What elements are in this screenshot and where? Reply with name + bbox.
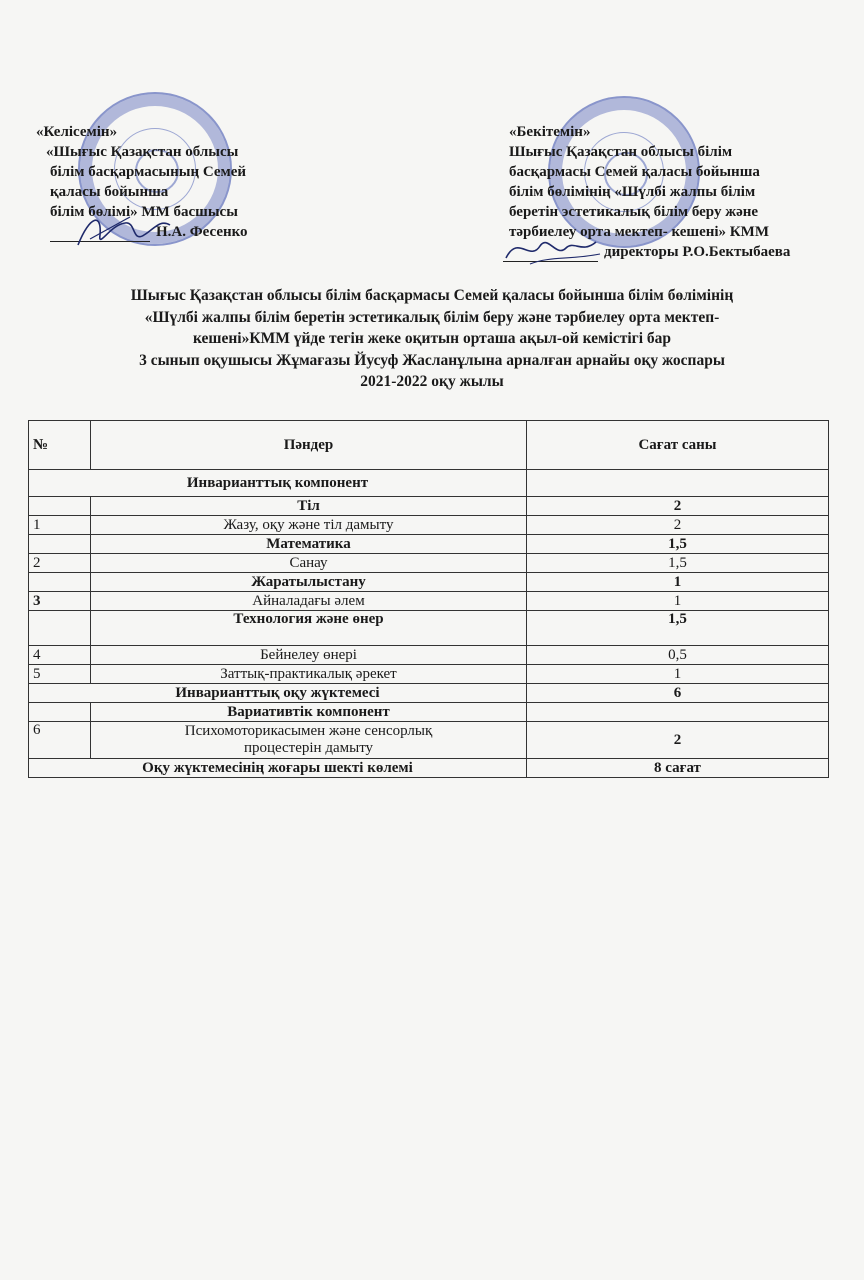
header-hours: Сағат саны: [527, 421, 829, 470]
approval-right-line: басқармасы Семей қаласы бойынша: [509, 164, 760, 180]
subject-cell: Санау: [91, 554, 527, 573]
table-row: [29, 535, 829, 554]
table-row: [29, 722, 829, 759]
approval-block-left: [36, 122, 248, 242]
approval-right-signature-line: [503, 242, 790, 262]
approval-block-right: [503, 122, 790, 262]
hours-cell: 0,5: [527, 646, 829, 665]
empty-cell: [29, 611, 91, 646]
hours-cell: 1,5: [527, 611, 829, 646]
title-line: «Шүлбі жалпы білім беретін эстетикалық білім беру және тәрбиелеу орта мектеп-: [144, 308, 720, 326]
hours-cell: 1,5: [527, 554, 829, 573]
hours-cell: 1: [527, 665, 829, 684]
invariant-component-title: Инварианттық компонент: [29, 470, 527, 497]
subject-group: Жаратылыстану: [91, 573, 527, 592]
empty-cell: [29, 703, 91, 722]
approval-right-line: Шығыс Қазақстан облысы білім: [509, 144, 733, 160]
table-row: [29, 497, 829, 516]
title-line: Шығыс Қазақстан облысы білім басқармасы Семей қаласы бойынша білім бөлімінің: [130, 287, 734, 304]
subject-group: Математика: [91, 535, 527, 554]
approval-right-line: «Бекітемін»: [509, 124, 591, 140]
title-line: кешені»КММ үйде тегін жеке оқитын орташа ақыл-ой кемістігі бар: [192, 330, 672, 347]
table-header-row: [29, 421, 829, 470]
curriculum-table: [28, 420, 829, 778]
row-number: 6: [29, 722, 91, 759]
table-row: [29, 592, 829, 611]
document-title: [40, 285, 824, 393]
invariant-load-label: Инварианттық оқу жүктемесі: [29, 684, 527, 703]
approval-left-line: білім бөлімі» ММ басшысы: [50, 204, 238, 220]
title-line: 2021-2022 оқу жылы: [360, 373, 504, 390]
row-number: 5: [29, 665, 91, 684]
table-row: [29, 703, 829, 722]
hours-cell: 1,5: [527, 535, 829, 554]
row-number: 2: [29, 554, 91, 573]
table-row: [29, 684, 829, 703]
approval-left-signer: Н.А. Фесенко: [156, 224, 248, 240]
approval-right-line: білім бөлімінің «Шүлбі жалпы білім: [509, 184, 756, 200]
title-line: 3 сынып оқушысы Жұмағазы Йусуф Жасланұлына арналған арнайы оқу жоспары: [139, 351, 725, 369]
subject-cell: [91, 722, 527, 759]
hours-cell: 1: [527, 573, 829, 592]
hours-cell: 1: [527, 592, 829, 611]
header-number: №: [29, 421, 91, 470]
row-number: 1: [29, 516, 91, 535]
table-row: [29, 573, 829, 592]
empty-cell: [29, 497, 91, 516]
hours-cell: 8 сағат: [527, 759, 829, 778]
row-number: 4: [29, 646, 91, 665]
approval-left-line: «Шығыс Қазақстан облысы: [46, 144, 239, 160]
approval-left-line: «Келісемін»: [36, 124, 118, 140]
empty-cell: [29, 535, 91, 554]
subject-cell: Бейнелеу өнері: [91, 646, 527, 665]
approval-right-line: тәрбиелеу орта мектеп- кешені» КММ: [509, 224, 769, 240]
subject-group: Тіл: [91, 497, 527, 516]
table-row: [29, 611, 829, 646]
subject-group: Технология және өнер: [91, 611, 527, 646]
table-row: [29, 554, 829, 573]
table-row: [29, 646, 829, 665]
subject-line: процестерін дамыту: [243, 740, 374, 756]
max-load-label: Оқу жүктемесінің жоғары шекті көлемі: [29, 759, 527, 778]
subject-cell: Айналадағы әлем: [91, 592, 527, 611]
table-row: [29, 759, 829, 778]
hours-cell: 6: [527, 684, 829, 703]
approval-left-line: қаласы бойынша: [50, 184, 169, 200]
subject-line: Психомоторикасымен және сенсорлық: [184, 723, 433, 739]
table-row: [29, 665, 829, 684]
approval-left-line: білім басқармасының Семей: [50, 164, 247, 180]
row-number: 3: [29, 592, 91, 611]
subject-cell: Жазу, оқу және тіл дамыту: [91, 516, 527, 535]
header-subjects: Пәндер: [91, 421, 527, 470]
approval-left-signature-line: [36, 222, 248, 242]
table-row: [29, 516, 829, 535]
empty-cell: [29, 573, 91, 592]
approval-right-signer: директоры Р.О.Бектыбаева: [604, 244, 791, 260]
table-row: [29, 470, 829, 497]
hours-cell: 2: [527, 497, 829, 516]
hours-cell: 2: [527, 722, 829, 759]
approval-right-line: беретін эстетикалық білім беру және: [509, 204, 759, 220]
empty-cell: [527, 470, 829, 497]
variative-component-title: Вариативтік компонент: [91, 703, 527, 722]
empty-cell: [527, 703, 829, 722]
subject-cell: Заттық-практикалық әрекет: [91, 665, 527, 684]
hours-cell: 2: [527, 516, 829, 535]
